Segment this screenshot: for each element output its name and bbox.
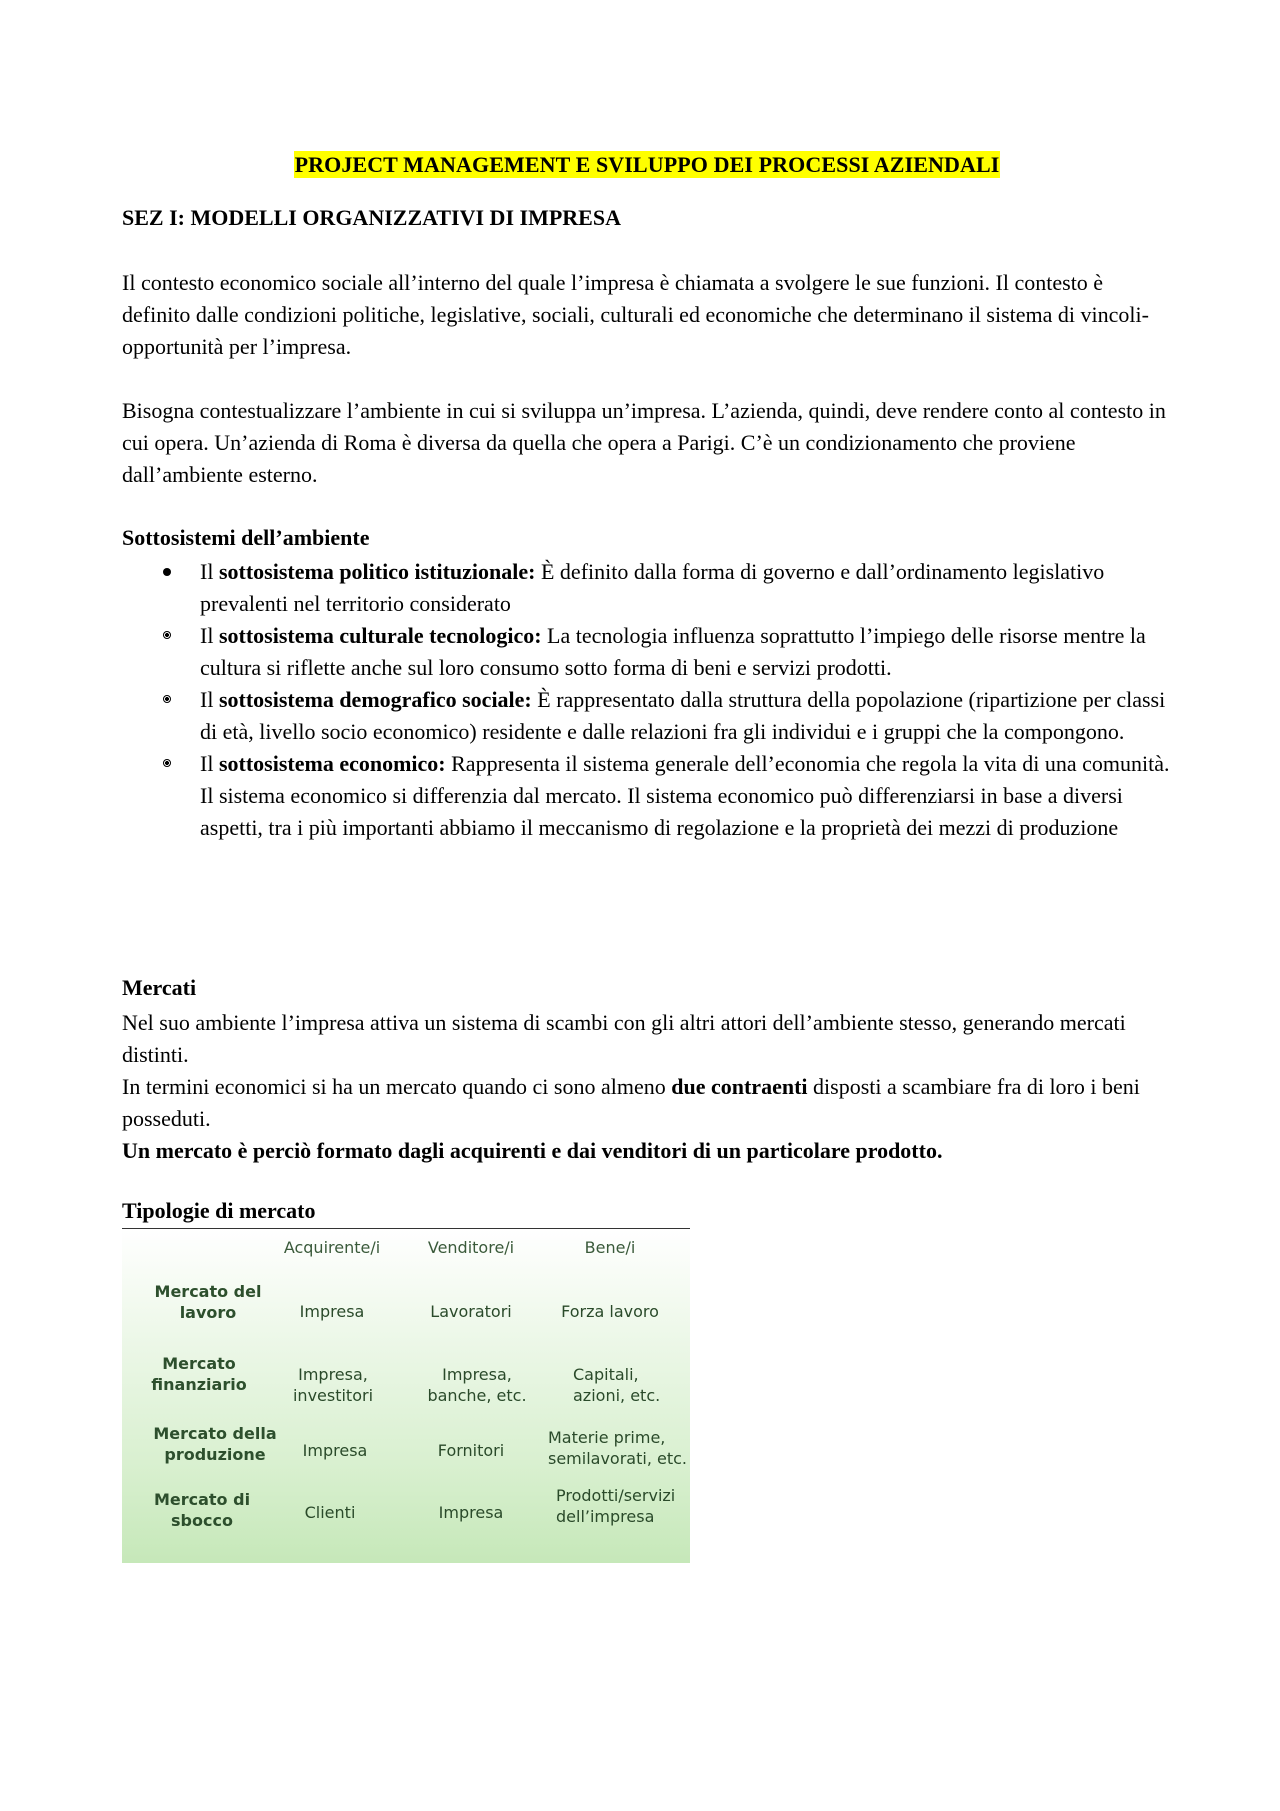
table-cell: Impresa xyxy=(302,1441,368,1460)
subsystems-list xyxy=(122,556,1172,844)
bullet-icon xyxy=(163,568,171,576)
table-cell: Impresa, banche, etc. xyxy=(427,1365,527,1405)
section-heading: SEZ I: MODELLI ORGANIZZATIVI DI IMPRESA xyxy=(122,205,621,230)
item-prefix: Il xyxy=(200,687,219,712)
market-types-table xyxy=(122,1229,690,1563)
row-label: Mercato del lavoro xyxy=(154,1282,262,1322)
paragraph-markets-1: Nel suo ambiente l’impresa attiva un sistema di scambi con gli altri attori dell’ambiente stesso, generando mercati distinti. xyxy=(122,1010,1126,1067)
table-cell: Capitali, azioni, etc. xyxy=(573,1365,661,1405)
table-cell: Impresa, investitori xyxy=(292,1365,374,1405)
bullet-icon xyxy=(163,695,171,703)
item-prefix: Il xyxy=(200,623,219,648)
bullet-icon xyxy=(163,631,171,639)
markets-text-after: disposti a scambiare fra di loro i beni posseduti. xyxy=(122,1074,1140,1131)
paragraph-context: Il contesto economico sociale all’interno del quale l’impresa è chiamata a svolgere le sue funzioni. Il contesto è definito dalle condizioni politiche, legislative, sociali, culturali ed economiche che determinano il sistema di vincoli-opportunità per l’impresa. xyxy=(122,270,1149,359)
row-label: Mercato finanziario xyxy=(151,1354,247,1394)
item-term: sottosistema culturale tecnologico: xyxy=(218,623,542,648)
table-cell: Prodotti/servizi dell’impresa xyxy=(556,1486,676,1526)
list-item xyxy=(122,748,1172,844)
item-text: Rappresenta il sistema generale dell’economia che regola la vita di una comunità. Il sistema economico si differenzia dal mercato. Il sistema economico può differenziarsi in base a diversi aspetti, tra i più importanti abbiamo il meccanismo di regolazione e la proprietà dei mezzi di produzione xyxy=(200,751,1170,840)
column-header-goods: Bene/i xyxy=(584,1238,636,1257)
bullet-icon xyxy=(163,759,171,767)
table-cell: Forza lavoro xyxy=(561,1302,659,1321)
paragraph-markets-2 xyxy=(122,1071,1172,1135)
paragraph-markets-definition: Un mercato è perciò formato dagli acquirenti e dai venditori di un particolare prodotto. xyxy=(122,1138,943,1163)
title-block xyxy=(122,152,1172,178)
item-prefix: Il xyxy=(200,559,219,584)
markets-text-before: In termini economici si ha un mercato quando ci sono almeno xyxy=(122,1074,672,1099)
row-label: Mercato di sbocco xyxy=(153,1490,251,1530)
item-term: sottosistema demografico sociale: xyxy=(218,687,532,712)
table-cell: Clienti xyxy=(304,1503,356,1522)
list-item xyxy=(122,620,1172,684)
item-text: È definito dalla forma di governo e dall’ordinamento legislativo prevalenti nel territorio considerato xyxy=(200,559,1105,616)
list-item xyxy=(122,684,1172,748)
markets-text-bold: due contraenti xyxy=(671,1074,808,1099)
subsystems-heading: Sottosistemi dell’ambiente xyxy=(122,525,370,550)
item-text: La tecnologia influenza soprattutto l’impiego delle risorse mentre la cultura si riflette anche sul loro consumo sotto forma di beni e servizi prodotti. xyxy=(200,623,1146,680)
paragraph-environment: Bisogna contestualizzare l’ambiente in cui si sviluppa un’impresa. L’azienda, quindi, deve rendere conto al contesto in cui opera. Un’azienda di Roma è diversa da quella che opera a Parigi. C’è un condizionamento che proviene dall’ambiente esterno. xyxy=(122,398,1166,487)
markets-heading: Mercati xyxy=(122,975,197,1000)
list-item xyxy=(122,556,1172,620)
item-term: sottosistema economico: xyxy=(218,751,446,776)
document-title: PROJECT MANAGEMENT E SVILUPPO DEI PROCESSI AZIENDALI xyxy=(294,152,1000,177)
table-cell: Fornitori xyxy=(437,1441,505,1460)
table-cell: Impresa xyxy=(299,1302,365,1321)
table-cell: Materie prime, semilavorati, etc. xyxy=(548,1428,687,1468)
item-prefix: Il xyxy=(200,751,219,776)
column-header-buyers: Acquirente/i xyxy=(283,1238,381,1257)
row-label: Mercato della produzione xyxy=(153,1424,277,1464)
market-types-heading: Tipologie di mercato xyxy=(122,1198,316,1223)
item-term: sottosistema politico istituzionale: xyxy=(218,559,536,584)
column-header-sellers: Venditore/i xyxy=(427,1238,515,1257)
item-text: È rappresentato dalla struttura della popolazione (ripartizione per classi di età, livello socio economico) residente e dalle relazioni fra gli individui e i gruppi che la compongono. xyxy=(200,687,1166,744)
table-cell: Impresa xyxy=(438,1503,504,1522)
table-cell: Lavoratori xyxy=(430,1302,512,1321)
